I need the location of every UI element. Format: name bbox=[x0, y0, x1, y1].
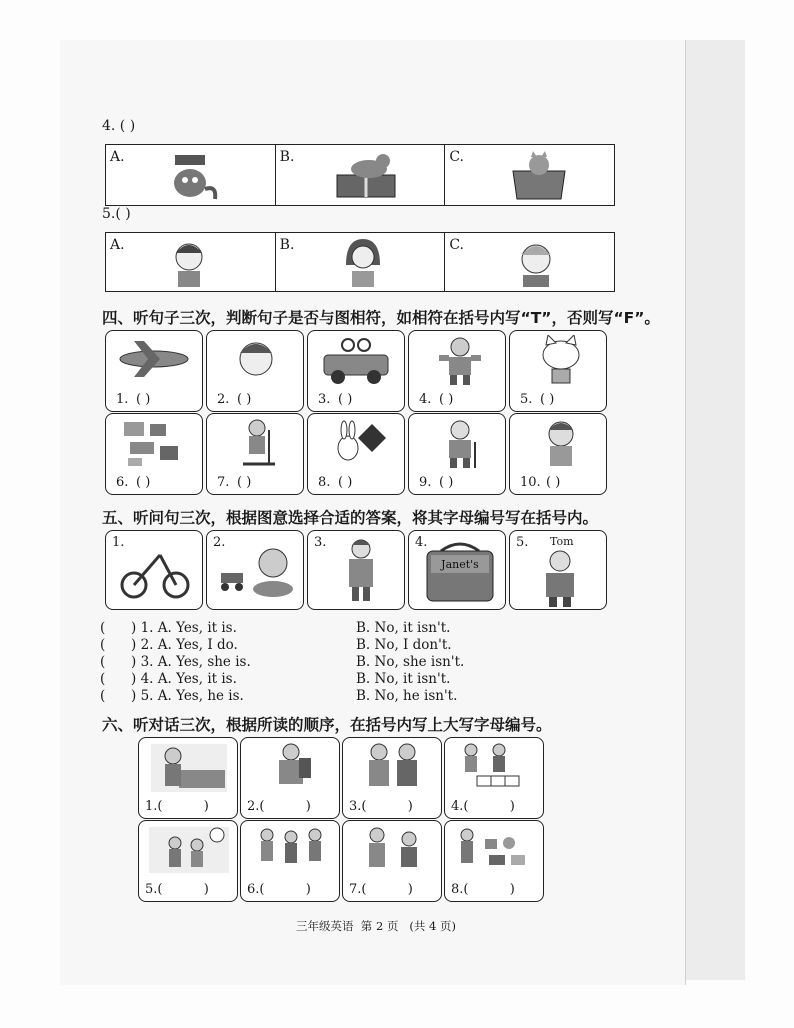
option-a bbox=[106, 233, 276, 291]
item-number: 1. bbox=[116, 392, 129, 407]
cat-in-box-icon bbox=[505, 149, 575, 201]
item-number: 6. bbox=[116, 475, 129, 490]
answer-blank[interactable]: ( ) bbox=[439, 392, 454, 407]
answer-blank[interactable]: ( ) bbox=[439, 475, 454, 490]
option-letter: A. bbox=[110, 149, 125, 165]
s5-picture-3 bbox=[307, 530, 405, 610]
s6-card-8 bbox=[444, 820, 544, 902]
answer-line-1b: B. No, it isn't. bbox=[356, 620, 451, 636]
section-4-title: 四、听句子三次，判断句子是否与图相符，如相符在括号内写“T”，否则写“F”。 bbox=[102, 309, 660, 327]
s5-picture-5 bbox=[509, 530, 607, 610]
s4-card-2 bbox=[206, 330, 304, 412]
s6-card-1 bbox=[138, 737, 238, 819]
bag-label: Janet's bbox=[441, 558, 479, 571]
answer-line-2a[interactable]: ( ) 2. A. Yes, I do. bbox=[100, 637, 238, 653]
option-letter: C. bbox=[449, 149, 465, 165]
girls-talking-icon bbox=[357, 825, 429, 877]
s4-card-5 bbox=[509, 330, 607, 412]
item-number: 5. bbox=[520, 392, 533, 407]
cat-on-box-icon bbox=[331, 149, 401, 201]
s6-card-6 bbox=[240, 820, 340, 902]
item-number: 3. bbox=[318, 392, 331, 407]
answer-blank[interactable]: ( ) bbox=[136, 392, 151, 407]
option-b bbox=[276, 233, 446, 291]
man-icon bbox=[536, 549, 584, 607]
name-label: Tom bbox=[550, 535, 574, 548]
rabbit-fu-icon bbox=[328, 418, 388, 470]
option-c bbox=[445, 233, 614, 291]
tricycle-icon bbox=[120, 541, 192, 601]
answer-blank[interactable]: 3.( ) bbox=[349, 799, 413, 814]
answer-blank[interactable]: ( ) bbox=[136, 475, 151, 490]
family-room-icon bbox=[147, 825, 231, 877]
strong-boy-icon bbox=[435, 335, 485, 387]
option-letter: B. bbox=[279, 149, 295, 165]
item-number: 3. bbox=[314, 535, 327, 550]
item-number: 7. bbox=[217, 475, 230, 490]
s4-card-3 bbox=[307, 330, 405, 412]
s6-card-2 bbox=[240, 737, 340, 819]
item-number: 9. bbox=[419, 475, 432, 490]
jeep-icon bbox=[318, 337, 394, 385]
option-a bbox=[106, 145, 276, 205]
item-number: 4. bbox=[415, 535, 428, 550]
option-letter: C. bbox=[449, 237, 465, 253]
s4-card-8 bbox=[307, 413, 405, 495]
page-footer: 三年级英语 第 2 页 (共 4 页) bbox=[296, 919, 457, 933]
answer-line-1a[interactable]: ( ) 1. A. Yes, it is. bbox=[100, 620, 237, 636]
s4-card-10 bbox=[509, 413, 607, 495]
kitty-icon bbox=[536, 335, 586, 387]
hopscotch-icon bbox=[455, 742, 535, 794]
option-letter: A. bbox=[110, 237, 125, 253]
option-c bbox=[445, 145, 614, 205]
answer-blank[interactable]: ( ) bbox=[338, 475, 353, 490]
s4-card-1 bbox=[105, 330, 203, 412]
item-number: 2. bbox=[217, 392, 230, 407]
section-5-title: 五、听问句三次，根据图意选择合适的答案，将其字母编号写在括号内。 bbox=[102, 509, 599, 527]
s5-picture-1 bbox=[105, 530, 203, 610]
s6-card-4 bbox=[444, 737, 544, 819]
girl-portrait-icon bbox=[164, 235, 214, 289]
woman-portrait-icon bbox=[338, 235, 388, 289]
s6-card-7 bbox=[342, 820, 442, 902]
question-5-label: 5.( ) bbox=[102, 206, 131, 222]
school-things-icon bbox=[120, 418, 186, 470]
hiker-icon bbox=[263, 742, 319, 794]
mother-bedroom-icon bbox=[149, 742, 229, 794]
crying-boy-icon bbox=[536, 418, 586, 470]
answer-blank[interactable]: ( ) bbox=[237, 475, 252, 490]
question-4-label: 4. ( ) bbox=[102, 118, 136, 134]
s4-card-4 bbox=[408, 330, 506, 412]
answer-blank[interactable]: 4.( ) bbox=[451, 799, 515, 814]
airplane-icon bbox=[114, 337, 194, 381]
answer-line-3b: B. No, she isn't. bbox=[356, 654, 465, 670]
woman-icon bbox=[336, 537, 386, 605]
s6-card-3 bbox=[342, 737, 442, 819]
answer-line-4b: B. No, it isn't. bbox=[356, 671, 451, 687]
answer-blank[interactable]: 7.( ) bbox=[349, 882, 413, 897]
s4-card-9 bbox=[408, 413, 506, 495]
item-number: 2. bbox=[213, 535, 226, 550]
answer-line-3a[interactable]: ( ) 3. A. Yes, she is. bbox=[100, 654, 251, 670]
kids-group-icon bbox=[253, 825, 329, 877]
answer-blank[interactable]: ( ) bbox=[338, 392, 353, 407]
grandpa-icon bbox=[435, 418, 485, 470]
s5-picture-2 bbox=[206, 530, 304, 610]
question-4-options bbox=[105, 144, 615, 206]
answer-blank[interactable]: 8.( ) bbox=[451, 882, 515, 897]
option-b bbox=[276, 145, 446, 205]
item-number: 8. bbox=[318, 475, 331, 490]
answer-line-5b: B. No, he isn't. bbox=[356, 688, 458, 704]
worksheet-page bbox=[60, 40, 685, 985]
answer-line-2b: B. No, I don't. bbox=[356, 637, 452, 653]
old-woman-portrait-icon bbox=[511, 235, 561, 289]
bag-icon bbox=[423, 537, 497, 605]
answer-blank[interactable]: 5.( ) bbox=[145, 882, 209, 897]
item-number: 4. bbox=[419, 392, 432, 407]
answer-blank[interactable]: 2.( ) bbox=[247, 799, 311, 814]
toys-icon bbox=[455, 825, 535, 877]
s4-card-6 bbox=[105, 413, 203, 495]
section-6-title: 六、听对话三次，根据所读的顺序，在括号内写上大写字母编号。 bbox=[102, 716, 552, 734]
baby-toy-icon bbox=[213, 541, 299, 603]
question-5-options bbox=[105, 232, 615, 292]
s4-card-7 bbox=[206, 413, 304, 495]
answer-blank[interactable]: ( ) bbox=[546, 475, 561, 490]
answer-line-5a[interactable]: ( ) 5. A. Yes, he is. bbox=[100, 688, 244, 704]
s5-picture-4 bbox=[408, 530, 506, 610]
answer-blank[interactable]: ( ) bbox=[237, 392, 252, 407]
item-number: 10. bbox=[520, 475, 541, 490]
answer-blank[interactable]: ( ) bbox=[540, 392, 555, 407]
cat-in-hat-icon bbox=[161, 149, 221, 201]
item-number: 5. bbox=[516, 535, 529, 550]
option-letter: B. bbox=[279, 237, 295, 253]
answer-line-4a[interactable]: ( ) 4. A. Yes, it is. bbox=[100, 671, 237, 687]
two-boys-icon bbox=[357, 742, 429, 794]
girl-face-icon bbox=[231, 335, 281, 385]
answer-blank[interactable]: 6.( ) bbox=[247, 882, 311, 897]
s6-card-5 bbox=[138, 820, 238, 902]
answer-blank[interactable]: 1.( ) bbox=[145, 799, 209, 814]
scooter-boy-icon bbox=[229, 418, 285, 470]
next-page-edge bbox=[680, 40, 745, 980]
item-number: 1. bbox=[112, 535, 125, 550]
